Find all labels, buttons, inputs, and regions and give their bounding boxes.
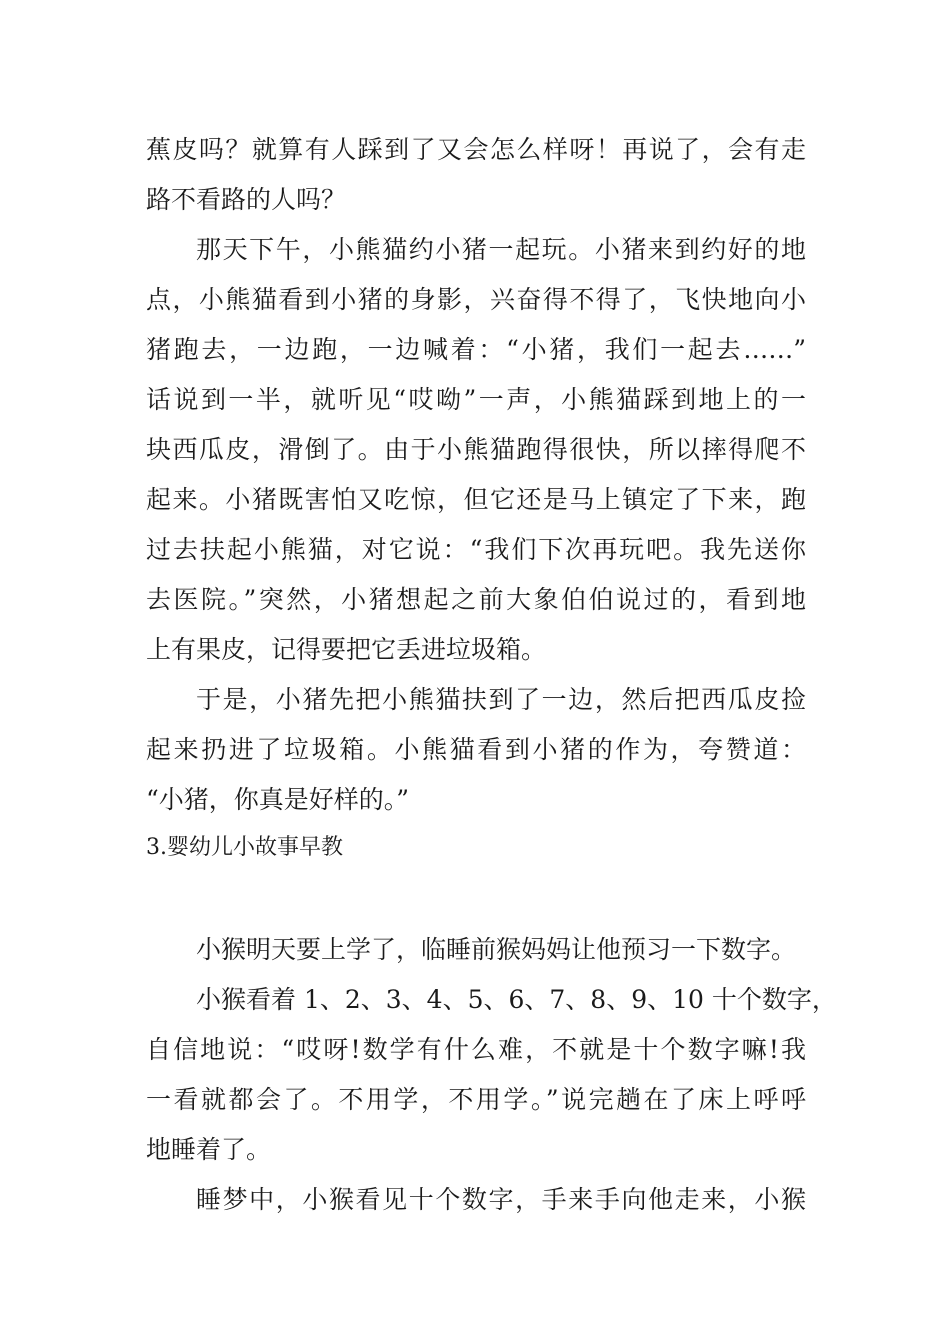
paragraph-first-line: 小猴看着 1、2、3、4、5、6、7、8、9、10 十个数字， — [196, 985, 837, 1014]
text-line: “小猪，你真是好样的。” — [146, 785, 410, 814]
text-line: 起来扔进了垃圾箱。小熊猫看到小猪的作为，夸赞道： — [146, 735, 806, 764]
paragraph-first-line: 那天下午，小熊猫约小猪一起玩。小猪来到约好的地 — [196, 235, 806, 264]
text-line: 块西瓜皮，滑倒了。由于小熊猫跑得很快，所以摔得爬不 — [146, 435, 806, 464]
text-line: 蕉皮吗？就算有人踩到了又会怎么样呀！再说了，会有走 — [146, 135, 806, 164]
text-line: 点，小熊猫看到小猪的身影，兴奋得不得了，飞快地向小 — [146, 285, 806, 314]
text-line: 上有果皮，记得要把它丢进垃圾箱。 — [146, 635, 547, 664]
text-line: 话说到一半，就听见“哎呦”一声，小熊猫踩到地上的一 — [146, 385, 806, 414]
paragraph-first-line: 小猴明天要上学了，临睡前猴妈妈让他预习一下数字。 — [196, 935, 797, 964]
text-line: 过去扶起小熊猫，对它说：“我们下次再玩吧。我先送你 — [146, 535, 806, 564]
text-line: 地睡着了。 — [146, 1135, 272, 1164]
text-line: 一看就都会了。不用学，不用学。”说完趟在了床上呼呼 — [146, 1085, 806, 1114]
text-line: 起来。小猪既害怕又吃惊，但它还是马上镇定了下来，跑 — [146, 485, 806, 514]
paragraph-first-line: 于是，小猪先把小熊猫扶到了一边，然后把西瓜皮捡 — [196, 685, 806, 714]
text-line: 去医院。”突然，小猪想起之前大象伯伯说过的，看到地 — [146, 585, 806, 614]
text-line: 自信地说：“哎呀!数学有什么难，不就是十个数字嘛!我 — [146, 1035, 806, 1064]
text-line: 路不看路的人吗？ — [146, 185, 347, 214]
paragraph-first-line: 睡梦中，小猴看见十个数字，手来手向他走来，小猴 — [196, 1185, 806, 1214]
section-heading: 3.婴幼儿小故事早教 — [146, 835, 343, 860]
text-line: 猪跑去，一边跑，一边喊着：“小猪，我们一起去……” — [146, 335, 806, 364]
